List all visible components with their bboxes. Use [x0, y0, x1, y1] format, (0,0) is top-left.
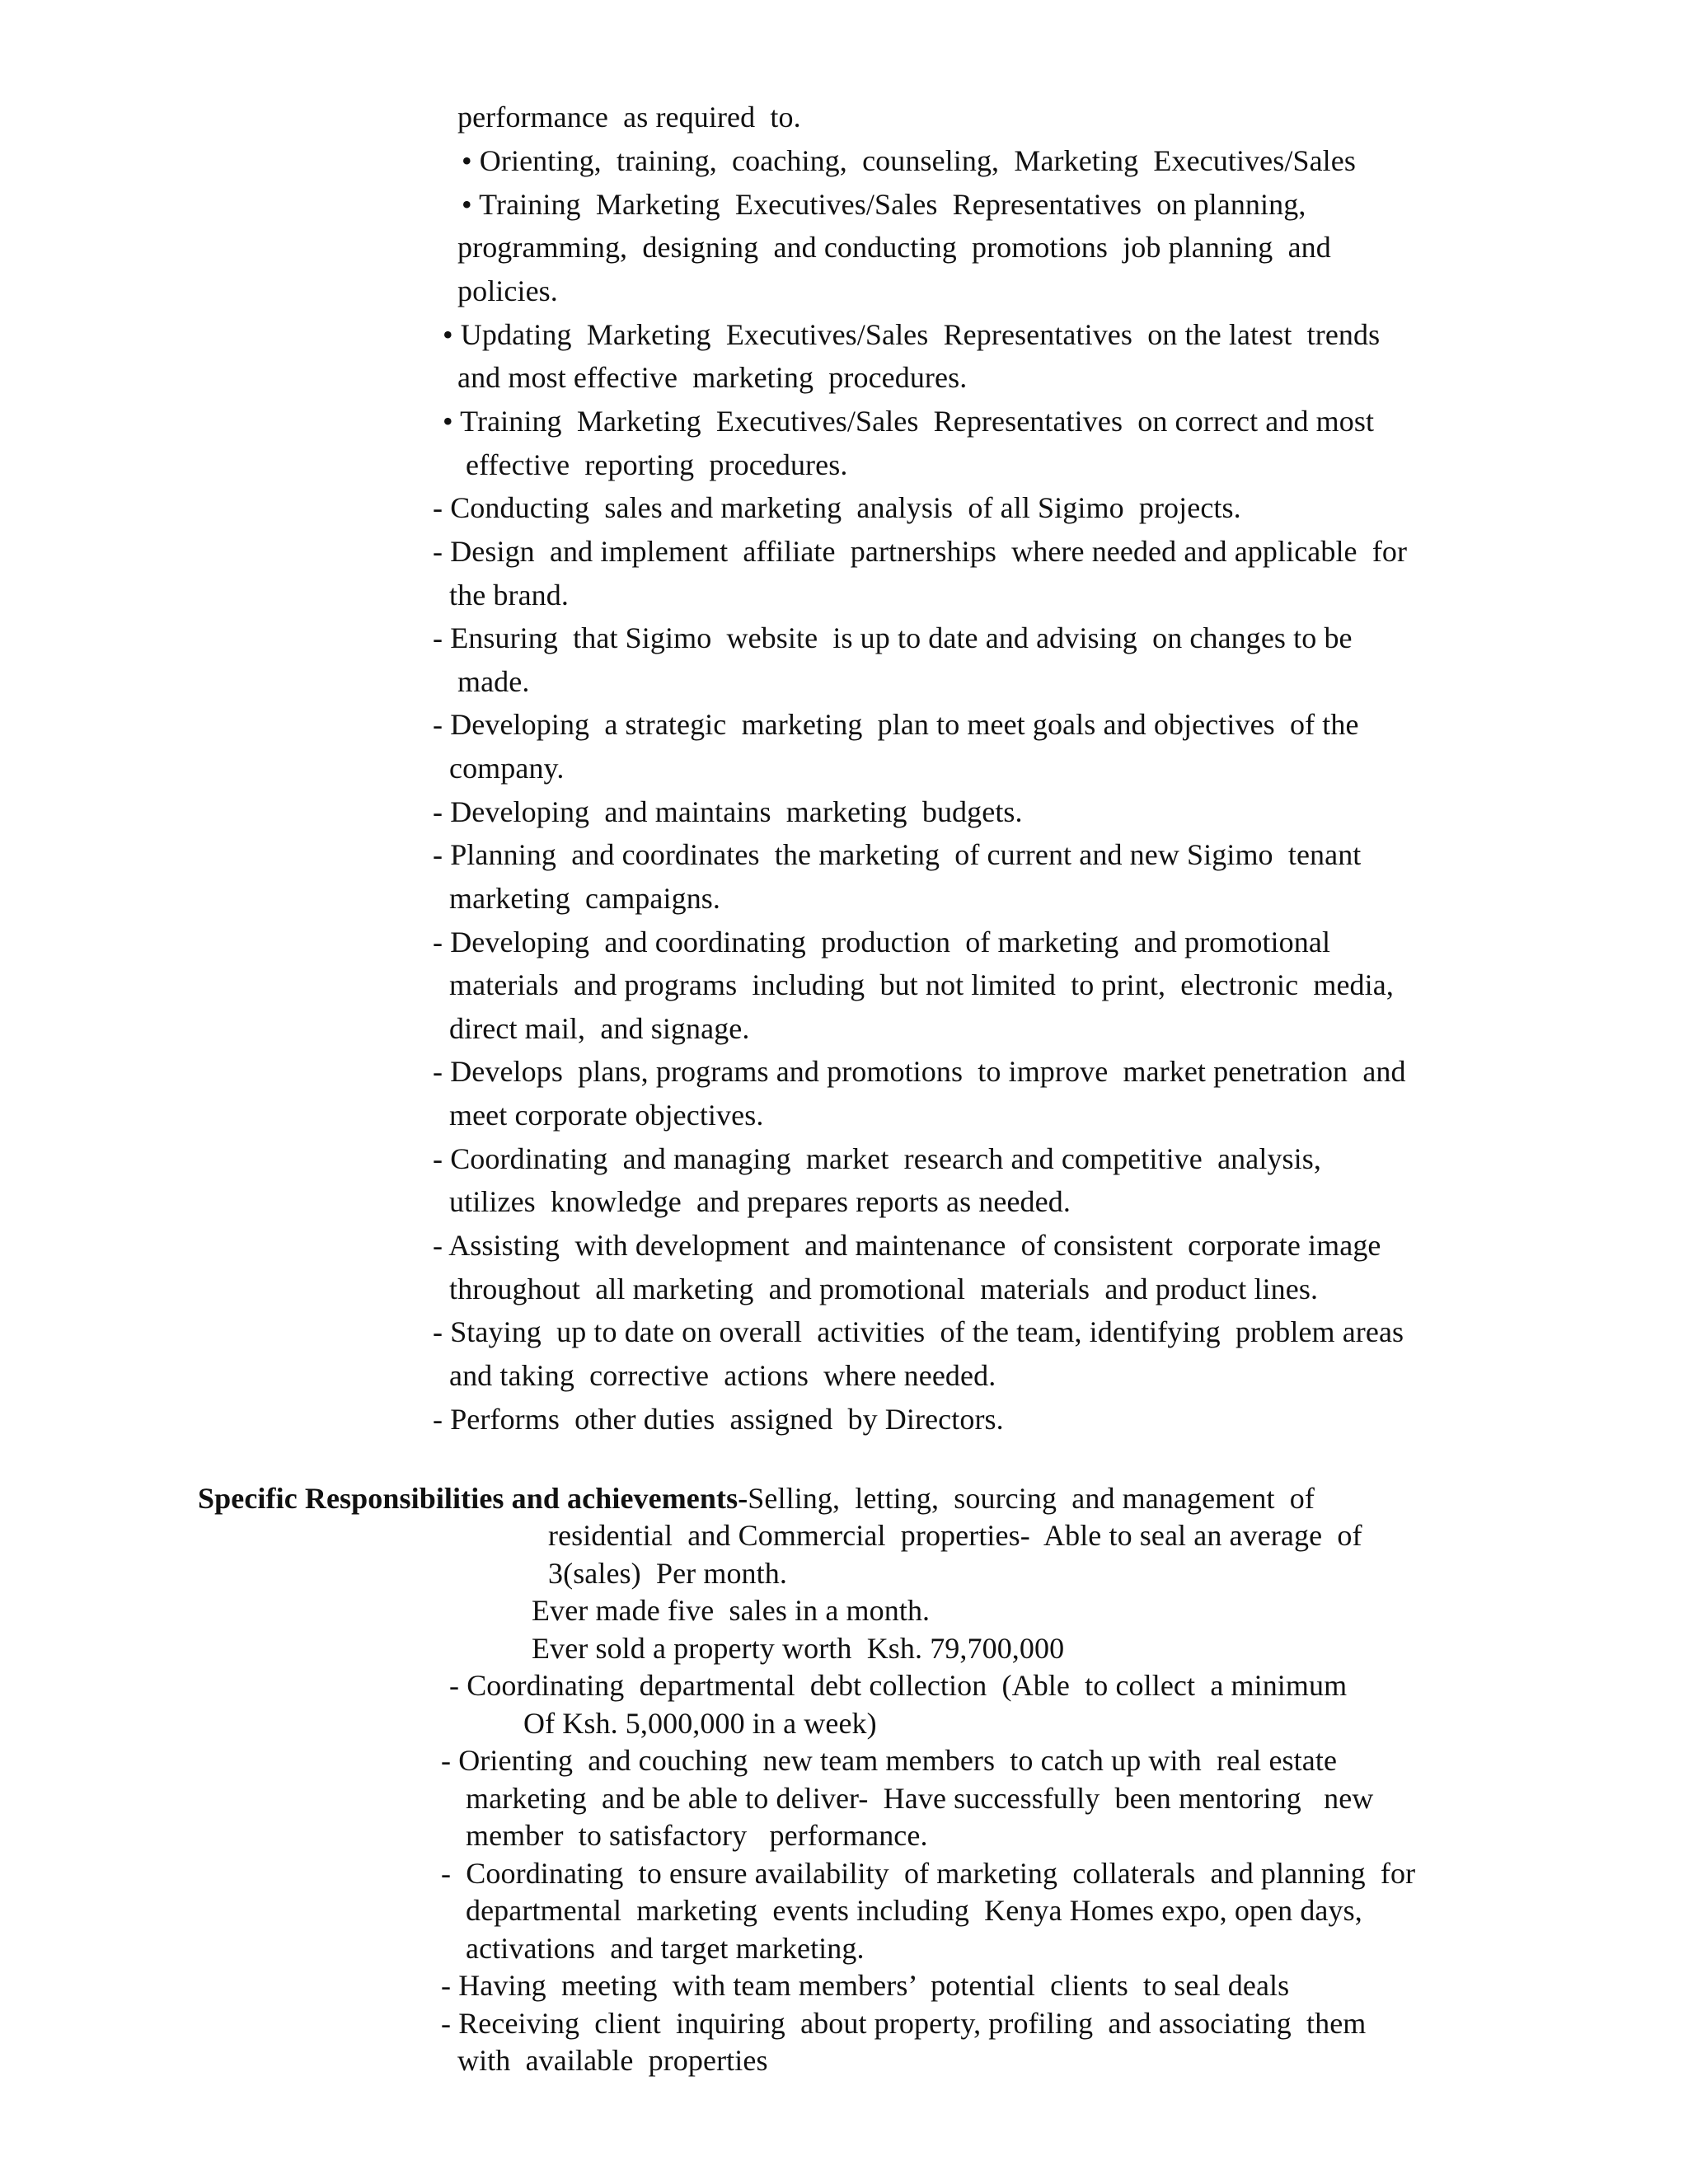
specific-heading-rest: Selling, letting, sourcing and management of: [748, 1482, 1315, 1515]
specific-heading: Specific Responsibilities and achievements-: [198, 1482, 748, 1515]
achievement-line: - Orienting and couching new team members to catch up with real estate: [441, 1744, 1338, 1777]
duty-line: - Performs other duties assigned by Directors.: [433, 1403, 1004, 1436]
duty-line: made.: [457, 665, 530, 698]
duty-line: meet corporate objectives.: [449, 1099, 764, 1132]
duty-line: direct mail, and signage.: [449, 1012, 750, 1045]
duty-line: - Develops plans, programs and promotions to improve market penetration and: [433, 1055, 1406, 1088]
achievement-line: activations and target marketing.: [466, 1932, 865, 1965]
duty-line: utilizes knowledge and prepares reports as needed.: [449, 1185, 1071, 1218]
achievement-line: Ever sold a property worth Ksh. 79,700,000: [532, 1632, 1065, 1665]
duty-line: the brand.: [449, 579, 569, 612]
duty-line: - Assisting with development and maintenance of consistent corporate image: [433, 1229, 1381, 1262]
duty-line: and most effective marketing procedures.: [457, 361, 968, 394]
duty-line: - Developing and maintains marketing budgets.: [433, 795, 1023, 828]
duty-line: • Training Marketing Executives/Sales Representatives on correct and most: [443, 405, 1375, 438]
duty-line: company.: [449, 752, 565, 785]
duty-line: - Conducting sales and marketing analysis of all Sigimo projects.: [433, 491, 1241, 524]
specific-heading-line: [198, 1480, 1315, 1516]
achievement-line: marketing and be able to deliver- Have successfully been mentoring new: [466, 1782, 1374, 1815]
achievement-line: residential and Commercial properties- Able to seal an average of: [548, 1519, 1362, 1552]
duty-line: effective reporting procedures.: [466, 448, 848, 481]
duty-line: - Developing a strategic marketing plan to meet goals and objectives of the: [433, 708, 1359, 741]
duty-line: - Developing and coordinating production of marketing and promotional: [433, 926, 1331, 958]
duty-line: • Orienting, training, coaching, counseling, Marketing Executives/Sales: [462, 144, 1356, 177]
achievement-line: departmental marketing events including Kenya Homes expo, open days,: [466, 1894, 1362, 1927]
duty-line: • Updating Marketing Executives/Sales Representatives on the latest trends: [443, 318, 1381, 351]
duty-line: performance as required to.: [457, 101, 801, 134]
duty-line: and taking corrective actions where needed.: [449, 1359, 996, 1392]
duty-line: - Design and implement affiliate partnerships where needed and applicable for: [433, 535, 1408, 568]
achievement-line: with available properties: [457, 2044, 768, 2077]
duty-line: marketing campaigns.: [449, 882, 721, 915]
duty-line: programming, designing and conducting promotions job planning and: [457, 231, 1331, 264]
duty-line: throughout all marketing and promotional materials and product lines.: [449, 1272, 1319, 1305]
achievement-line: - Having meeting with team members’ potential clients to seal deals: [441, 1969, 1290, 2002]
achievement-line: 3(sales) Per month.: [548, 1557, 787, 1590]
achievement-line: Of Ksh. 5,000,000 in a week): [523, 1707, 877, 1740]
duty-line: policies.: [457, 274, 558, 307]
achievement-line: - Receiving client inquiring about property, profiling and associating them: [441, 2007, 1367, 2040]
achievement-line: - Coordinating departmental debt collection (Able to collect a minimum: [449, 1669, 1348, 1702]
duty-line: - Ensuring that Sigimo website is up to date and advising on changes to be: [433, 621, 1353, 654]
achievement-line: Ever made five sales in a month.: [532, 1594, 931, 1627]
duty-line: • Training Marketing Executives/Sales Representatives on planning,: [462, 188, 1306, 221]
achievement-line: member to satisfactory performance.: [466, 1819, 928, 1852]
duty-line: materials and programs including but not limited to print, electronic media,: [449, 968, 1394, 1001]
duty-line: - Staying up to date on overall activities of the team, identifying problem areas: [433, 1315, 1404, 1348]
achievement-line: - Coordinating to ensure availability of marketing collaterals and planning for: [441, 1857, 1416, 1890]
duty-line: - Coordinating and managing market research and competitive analysis,: [433, 1142, 1321, 1175]
duty-line: - Planning and coordinates the marketing of current and new Sigimo tenant: [433, 838, 1362, 871]
